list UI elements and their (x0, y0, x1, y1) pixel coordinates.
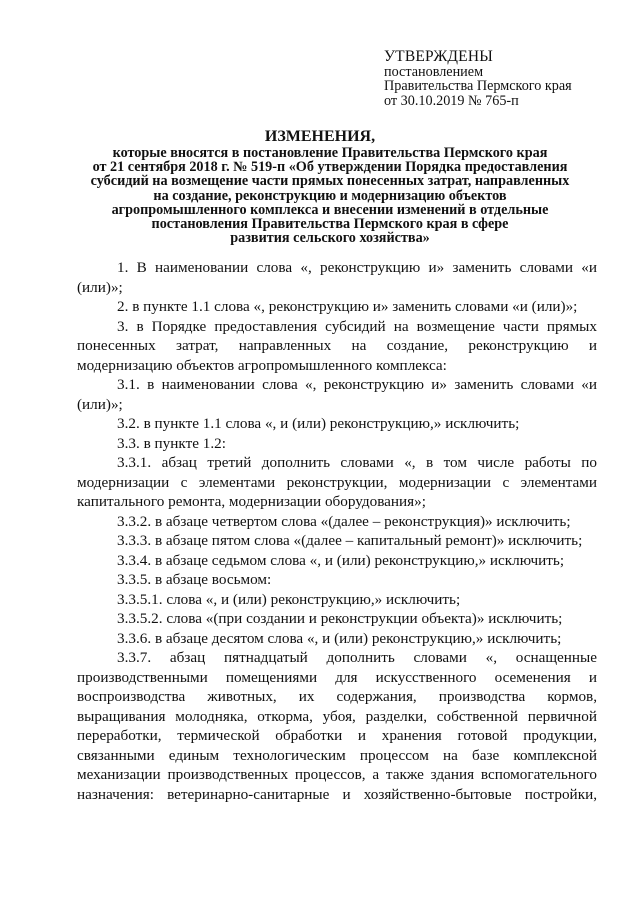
amendment-item: 3.3.7. абзац пятнадцатый дополнить словами «, оснащенные производственными помещениями для искусственного осеменения и воспроизводства животных, их содержания, производства кормов, выращивания молодняка, откорма, убоя, разделки, собственной первичной переработки, термической обработки и хранения готовой продукции, связанными единым технологическим процессом на базе комплексной механизации производственных процессов, а также здания вспомогательного назначения: ветеринарно-санитарные и хозяйственно-бытовые постройки, (77, 649, 597, 803)
subtitle-line: на создание, реконструкцию и модернизацию объектов (153, 187, 507, 204)
amendment-item: 3.1. в наименовании слова «, реконструкцию и» заменить словами «и (или)»; (77, 376, 597, 413)
subtitle-line: постановления Правительства Пермского края в сфере (151, 216, 509, 233)
document-subtitle (70, 146, 590, 245)
amendment-item: 1. В наименовании слова «, реконструкцию и» заменить словами «и (или)»; (77, 259, 597, 296)
approval-line: постановлением (384, 63, 484, 80)
amendment-item: 3.3.5.1. слова «, и (или) реконструкцию,» исключить; (117, 590, 461, 608)
amendment-item: 3.3.6. в абзаце десятом слова «, и (или) реконструкцию,» исключить; (117, 629, 562, 647)
approval-date-number: от 30.10.2019 № 765-п (384, 92, 519, 109)
amendment-item: 2. в пункте 1.1 слова «, реконструкцию и» заменить словами «и (или)»; (117, 298, 578, 315)
document-title: ИЗМЕНЕНИЯ, (264, 128, 376, 145)
document-body (77, 258, 597, 804)
amendment-item: 3.3.5.2. слова «(при создании и реконструкции объекта)» исключить; (117, 610, 563, 627)
approval-line: Правительства Пермского края (384, 78, 572, 94)
amendment-item: 3.2. в пункте 1.1 слова «, и (или) реконструкцию,» исключить; (117, 415, 520, 432)
approval-stamp (384, 50, 572, 108)
approval-heading: УТВЕРЖДЕНЫ (384, 48, 493, 65)
amendment-item: 3. в Порядке предоставления субсидий на возмещение части прямых понесенных затрат, направленных на создание, реконструкцию и модернизацию объектов агропромышленного комплекса: (77, 317, 597, 374)
subtitle-line: агропромышленного комплекса и внесении изменений в отдельные (111, 201, 549, 218)
amendment-item: 3.3.2. в абзаце четвертом слова «(далее – реконструкция)» исключить; (117, 512, 571, 530)
amendment-item: 3.3.1. абзац третий дополнить словами «, в том числе работы по модернизации с элементами реконструкции, модернизации с элементами капитального ремонта, модернизации оборудования»; (77, 454, 597, 510)
subtitle-line: развития сельского хозяйства» (230, 230, 430, 247)
subtitle-line: от 21 сентября 2018 г. № 519-п «Об утверждении Порядка предоставления (92, 159, 568, 176)
subtitle-line: которые вносятся в постановление Правительства Пермского края (112, 145, 548, 161)
amendment-item: 3.3.3. в абзаце пятом слова «(далее – капитальный ремонт)» исключить; (117, 532, 583, 549)
subtitle-line: субсидий на возмещение части прямых понесенных затрат, направленных (90, 173, 570, 190)
amendment-item: 3.3. в пункте 1.2: (117, 434, 226, 452)
amendment-item: 3.3.5. в абзаце восьмом: (117, 571, 272, 588)
amendment-item: 3.3.4. в абзаце седьмом слова «, и (или) реконструкцию,» исключить; (117, 551, 565, 569)
